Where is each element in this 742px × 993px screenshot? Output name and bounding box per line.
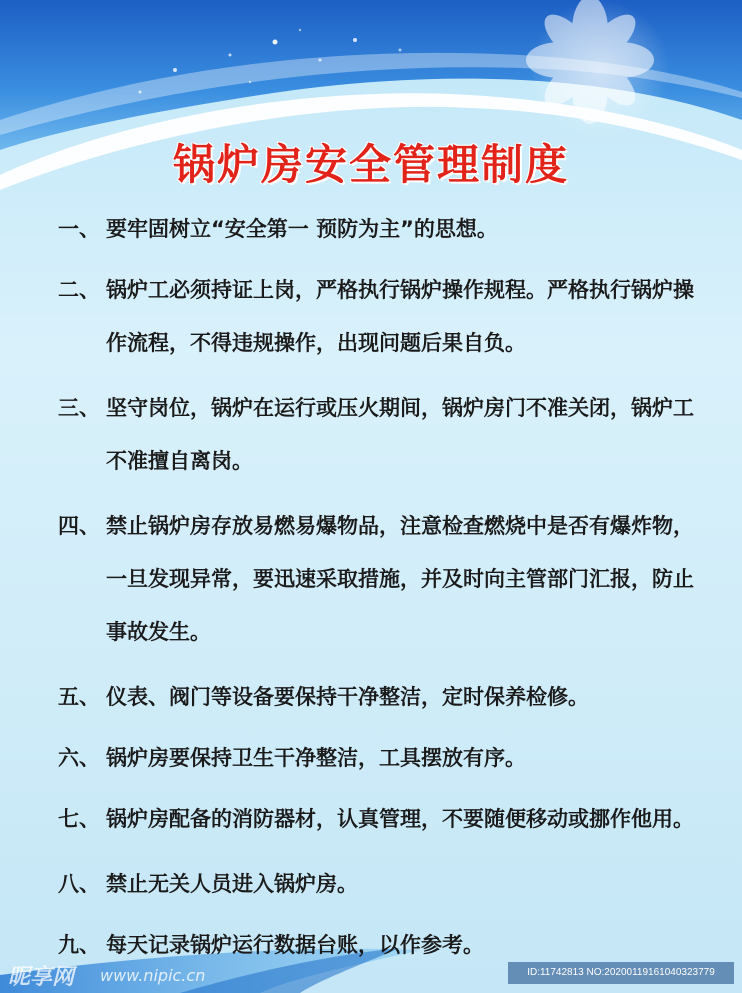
list-item xyxy=(58,504,708,659)
list-item xyxy=(58,268,708,370)
rule-text: 仪表、阀门等设备要保持干净整洁，定时保养检修。 xyxy=(106,685,589,709)
list-item xyxy=(58,386,708,488)
rule-text: 坚守岗位，锅炉在运行或压火期间，锅炉房门不准关闭，锅炉工不准擅自离岗。 xyxy=(106,396,694,473)
rule-number: 五、 xyxy=(58,685,100,709)
rules-list xyxy=(58,207,708,984)
rule-number: 九、 xyxy=(58,933,100,957)
list-item xyxy=(58,736,708,781)
rule-text: 锅炉工必须持证上岗，严格执行锅炉操作规程。严格执行锅炉操作流程，不得违规操作，出现问题后果自负。 xyxy=(106,278,694,355)
rule-text: 禁止锅炉房存放易燃易爆物品，注意检查燃烧中是否有爆炸物，一旦发现异常，要迅速采取措施，并及时向主管部门汇报，防止事故发生。 xyxy=(106,514,694,644)
watermark-url: www.nipic.cn xyxy=(100,966,206,985)
rule-number: 二、 xyxy=(58,278,100,302)
rule-text: 禁止无关人员进入锅炉房。 xyxy=(106,872,358,896)
rule-text: 每天记录锅炉运行数据台账，以作参考。 xyxy=(106,933,484,957)
list-item xyxy=(58,862,708,907)
rule-number: 六、 xyxy=(58,746,100,770)
rule-text: 要牢固树立“安全第一 预防为主”的思想。 xyxy=(106,217,498,241)
rule-number: 三、 xyxy=(58,396,100,420)
rule-number: 一、 xyxy=(58,217,100,241)
rule-text: 锅炉房配备的消防器材，认真管理，不要随便移动或挪作他用。 xyxy=(106,807,694,831)
list-item xyxy=(58,797,708,846)
rule-text: 锅炉房要保持卫生干净整洁，工具摆放有序。 xyxy=(106,746,526,770)
list-item xyxy=(58,675,708,720)
rule-number: 四、 xyxy=(58,514,100,538)
list-item xyxy=(58,207,708,252)
rule-number: 八、 xyxy=(58,872,100,896)
rule-number: 七、 xyxy=(58,807,100,831)
page-title: 锅炉房安全管理制度 xyxy=(172,140,569,189)
image-id-label: ID:11742813 NO:20200119161040323779 xyxy=(508,962,734,984)
watermark-logo: 昵享网 xyxy=(8,965,75,990)
